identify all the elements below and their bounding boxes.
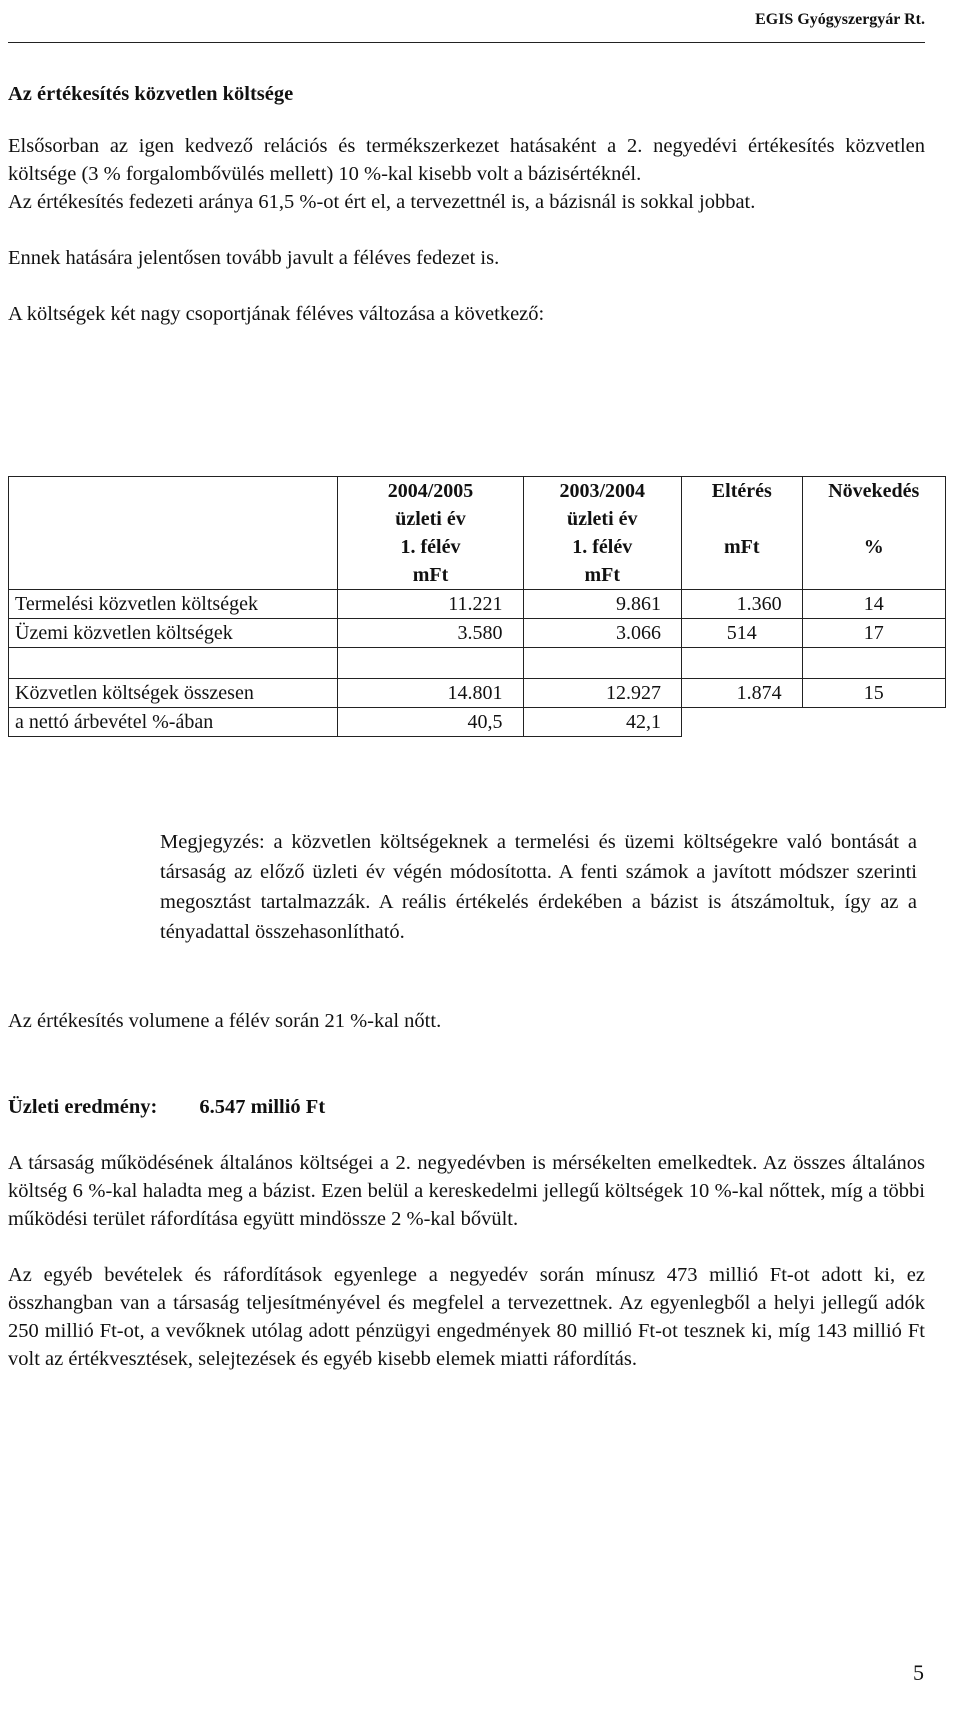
table-row: Termelési közvetlen költségek 11.221 9.861 1.360 14 <box>9 590 946 619</box>
header-2003-2004: 2003/2004 üzleti év 1. félév mFt <box>523 477 681 590</box>
result-label: Üzleti eredmény: <box>8 1096 158 1118</box>
paragraph-margin-ratio: Az értékesítés fedezeti aránya 61,5 %-ot ért el, a tervezettnél is, a bázisnál is sokkal jobbat. <box>8 191 756 213</box>
section-title: Az értékesítés közvetlen költsége <box>8 83 294 105</box>
paragraph-cost-decrease: Elsősorban az igen kedvező relációs és termékszerkezet hatásaként a 2. negyedévi értékesítés közvetlen költsége (3 % forgalombővülés mellett) 10 %-kal kisebb volt a bázisértéknél. <box>8 135 925 185</box>
paragraph-margin-improved: Ennek hatására jelentősen tovább javult a féléves fedezet is. <box>8 247 500 269</box>
paragraph-table-intro: A költségek két nagy csoportjának féléves változása a következő: <box>8 303 545 325</box>
paragraph-other-income: Az egyéb bevételek és ráfordítások egyenlege a negyedév során mínusz 473 millió Ft-ot adott ki, ez összhangban van a társaság teljesítményével és megfelel a tervezettnek. Az egyenlegből a helyi jellegű adók 250 millió Ft-ot, a vevőknek utólag adott pénzügyi engedmények 80 millió Ft-ot tesznek ki, míg 143 millió Ft volt az értékvesztések, selejtezések és egyéb kisebb elemek miatti ráfordítás. <box>8 1264 925 1370</box>
note-paragraph: Megjegyzés: a közvetlen költségeknek a termelési és üzemi költségekre való bontását a társaság az előző üzleti év végén módosította. A fenti számok a javított módszer szerinti megosztást tartalmazzák. A reális értékelés érdekében a bázist is átszámoltuk, így az a tényadattal összehasonlítható. <box>160 831 917 943</box>
header-company: EGIS Gyógyszergyár Rt. <box>755 11 925 28</box>
paragraph-general-costs: A társaság működésének általános költségei a 2. negyedévben is mérsékelten emelkedtek. Az összes általános költség 6 %-kal haladta meg a bázist. Ezen belül a kereskedelmi jellegű költségek 10 %-kal nőttek, míg a többi működési terület ráfordítása együtt mindössze 2 %-kal bővült. <box>8 1152 925 1230</box>
header-2004-2005: 2004/2005 üzleti év 1. félév mFt <box>338 477 523 590</box>
header-rule <box>8 42 925 43</box>
header-novekedes: Növekedés % <box>802 477 945 590</box>
paragraph-volume: Az értékesítés volumene a félév során 21 %-kal nőtt. <box>8 1010 442 1032</box>
page-number: 5 <box>913 1660 924 1685</box>
table-row: a nettó árbevétel %-ában 40,5 42,1 <box>9 708 946 737</box>
cost-table <box>8 476 946 737</box>
result-value: 6.547 millió Ft <box>199 1096 326 1118</box>
main-content <box>8 80 925 328</box>
table-row-empty <box>9 648 946 679</box>
business-result <box>8 1093 925 1121</box>
table-header-row <box>9 477 946 590</box>
table-row: Üzemi közvetlen költségek 3.580 3.066 514 17 <box>9 619 946 648</box>
header-elteres: Eltérés mFt <box>681 477 802 590</box>
header-empty-cell <box>9 477 338 590</box>
table-row: Közvetlen költségek összesen 14.801 12.927 1.874 15 <box>9 679 946 708</box>
lower-content <box>8 1007 925 1373</box>
